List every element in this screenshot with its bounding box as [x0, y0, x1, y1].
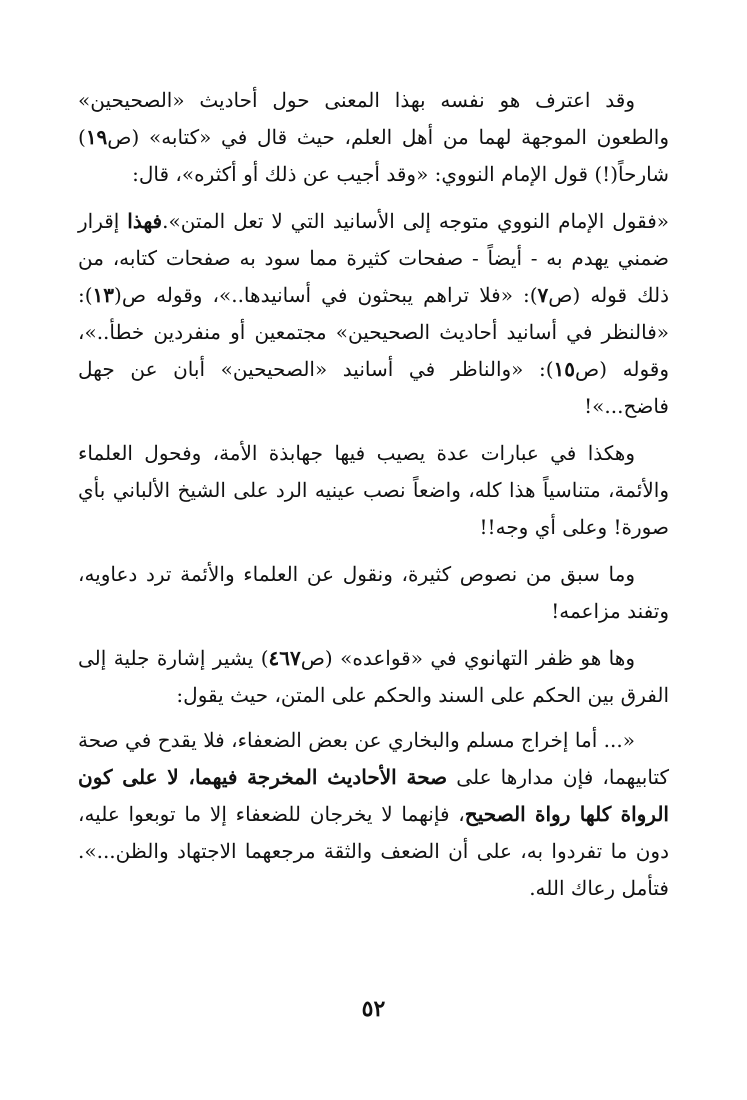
text-run: «... أما إخراج مسلم والبخاري عن بعض الضعفاء، فلا يقدح في صحة كتابيهما، فإن مدارها على: [78, 728, 670, 789]
text-run: ): «فالنظر في أسانيد أحاديث الصحيحين» مجتمعين أو منفردين خطأ..»، وقوله (ص: [78, 283, 669, 381]
paragraph-refutation: [78, 556, 669, 630]
paragraph-quote-nawawi: [78, 203, 669, 425]
page-ref: ٤٦٧: [268, 646, 301, 670]
text-run: وما سبق من نصوص كثيرة، ونقول عن العلماء والأئمة ترد دعاويه، وتفند مزاعمه!: [78, 562, 669, 623]
text-run: ، فإنهما لا يخرجان للضعفاء إلا ما توبعوا عليه، دون ما تفردوا به، على أن الضعف والثقة مرجعهما الاجتهاد والظن...». فتأمل رعاك الله.: [78, 802, 669, 900]
text-run: وها هو ظفر التهانوي في «قواعده» (ص: [300, 646, 635, 670]
text-run: ): «فلا تراهم يبحثون في أسانيدها..»، وقوله ص(: [114, 283, 538, 307]
paragraph-quote-tahanawi: [78, 722, 669, 907]
text-run: ) يشير إشارة جلية إلى الفرق بين الحكم على السند والحكم على المتن، حيث يقول:: [78, 646, 669, 707]
paragraph-critique: [78, 435, 669, 546]
page-ref: ١٥: [553, 357, 576, 381]
page-number: ٥٢: [361, 996, 386, 1022]
text-run: ) شارحاً(!) قول الإمام النووي: «وقد أجيب عن ذلك أو أكثره»، قال:: [78, 125, 669, 186]
text-run: وقد اعترف هو نفسه بهذا المعنى حول أحاديث «الصحيحين» والطعون الموجهة لهما من أهل العلم، حيث قال في «كتابه» (ص: [78, 88, 669, 149]
text-run: ): «والناظر في أسانيد «الصحيحين» أبان عن جهل فاضح...»!: [78, 357, 669, 418]
page-ref: ١٩: [85, 125, 108, 149]
text-run: وهكذا في عبارات عدة يصيب فيها جهابذة الأمة، وفحول العلماء والأئمة، متناسياً هذا كله، واضعاً نصب عينيه الرد على الشيخ الألباني بأي صورة! وعلى أي وجه!!: [78, 441, 669, 539]
text-run: «فقول الإمام النووي متوجه إلى الأسانيد التي لا تعل المتن».: [162, 209, 669, 233]
text-run: إقرار ضمني يهدم به - أيضاً - صفحات كثيرة مما سود به صفحات كتابه، من ذلك قوله (ص: [78, 209, 669, 307]
paragraph-tahanawi: [78, 640, 669, 714]
page-ref: ١٣: [92, 283, 115, 307]
page-ref: ٧: [537, 283, 549, 307]
emphasis-text: فهذا: [127, 209, 163, 233]
emphasis-text: صحة الأحاديث المخرجة فيهما، لا على كون الرواة كلها رواة الصحيح: [78, 765, 669, 826]
paragraph-intro: [78, 82, 669, 193]
